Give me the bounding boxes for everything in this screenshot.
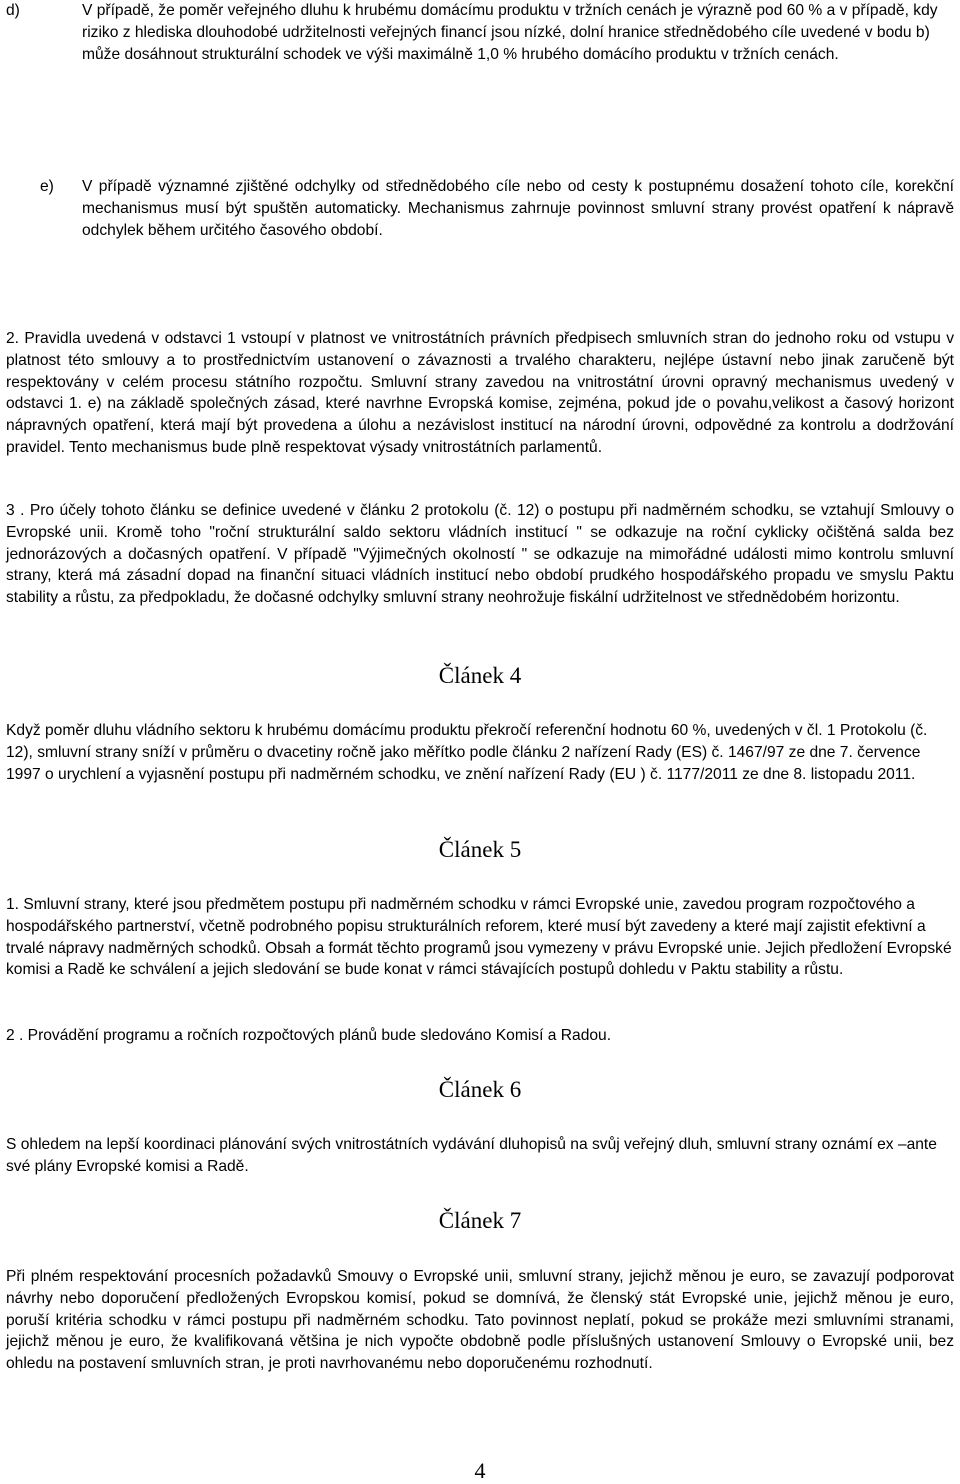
article-5-paragraph-2: 2 . Provádění programu a ročních rozpočtových plánů bude sledováno Komisí a Radou.: [6, 1027, 612, 1044]
article-5-heading: Článek 5: [438, 837, 522, 862]
article-5-paragraph-1: 1. Smluvní strany, které jsou předmětem postupu při nadměrném schodku v rámci Evropské unie, zavedou program rozpočtového a hospodářského partnerství, včetně podrobného popisu strukturálních reforem, které musí být zavedeny a které mají zajistit efektivní a trvalé nápravy nadměrných schodků. Obsah a formát těchto programů jsou vymezeny v právu Evropské unie. Jejich předložení Evropské komisi a Radě ke schválení a jejich sledování se bude konat v rámci stávajících postupů dohledu v Paktu stability a růstu.: [6, 896, 952, 979]
article-7-text: Při plném respektování procesních požadavků Smouvy o Evropské unii, smluvní strany, jejichž měnou je euro, se zavazují podporovat návrhy nebo doporučení předložených Evropskou komisí, pokud se domnívá, že členský stát Evropské unie, jejichž měnou je euro, poruší kritéria schodku v rámci postupu při nadměrném schodku. Tato povinnost neplatí, pokud se prokáže mezi smluvními stranami, jejichž měnou je euro, že kvalifikovaná většina je nich vypočte obdobně podle příslušných ustanovení Smlouvy o Evropské unii, bez ohledu na postavení smluvních stran, je proti navrhovanému nebo doporučenému rozhodnutí.: [6, 1268, 954, 1373]
list-marker-e: e): [40, 178, 54, 195]
paragraph-2: 2. Pravidla uvedená v odstavci 1 vstoupí v platnost ve vnitrostátních právních předpisech smluvních stran do jednoho roku od vstupu v platnost této smlouvy a to prostřednictvím ustanovení o závaznosti a trvalého charakteru, nejlépe ústavní nebo jinak zaručeně být respektovány v celém procesu státního rozpočtu. Smluvní strany zavedou na vnitrostátní úrovni opravný mechanismus uvedený v odstavci 1. e) na základě společných zásad, které navrhne Evropská komise, zejména, pokud jde o povahu,velikost a časový horizont nápravných opatření, která mají být provedena a úlohu a nezávislost institucí na národní úrovni, odpovědné za kontrolu a dodržování pravidel. Tento mechanismus bude plně respektovat výsady vnitrostátních parlamentů.: [6, 330, 954, 456]
paragraph-item-e: V případě významné zjištěné odchylky od střednědobého cíle nebo od cesty k postupnému dosažení tohoto cíle, korekční mechanismus musí být spuštěn automaticky. Mechanismus zahrnuje povinnost smluvní strany provést opatření k nápravě odchylek během určitého časového období.: [82, 178, 954, 239]
paragraph-item-d: V případě, že poměr veřejného dluhu k hrubému domácímu produktu v tržních cenách je výrazně pod 60 % a v případě, kdy riziko z hlediska dlouhodobé udržitelnosti veřejných financí jsou nízké, dolní hranice střednědobého cíle uvedené v bodu b) může dosáhnout strukturální schodek ve výši maximálně 1,0 % hrubého domácího produktu v tržních cenách.: [82, 2, 938, 63]
page-number: 4: [474, 1458, 486, 1483]
list-marker-d: d): [6, 2, 20, 19]
paragraph-3: 3 . Pro účely tohoto článku se definice uvedené v článku 2 protokolu (č. 12) o postupu při nadměrném schodku, se vztahují Smlouvy o Evropské unii. Kromě toho "roční strukturální saldo sektoru vládních institucí " se odkazuje na roční cyklicky očištěná salda bez jednorázových a dočasných opatření. V případě "Výjimečných okolností " se odkazuje na mimořádné události mimo kontrolu smluvní strany, která má zásadní dopad na finanční situaci vládních institucí nebo období prudkého hospodářského propadu ve smyslu Paktu stability a růstu, za předpokladu, že dočasné odchylky smluvní strany neohrožuje fiskální udržitelnost ve střednědobém horizontu.: [6, 502, 954, 607]
article-6-text: S ohledem na lepší koordinaci plánování svých vnitrostátních vydávání dluhopisů na svůj veřejný dluh, smluvní strany oznámí ex –ante své plány Evropské komisi a Radě.: [6, 1136, 937, 1175]
article-4-heading: Článek 4: [438, 663, 522, 688]
article-4-text: Když poměr dluhu vládního sektoru k hrubému domácímu produktu překročí referenční hodnotu 60 %, uvedených v čl. 1 Protokolu (č. 12), smluvní strany sníží v průměru o dvacetiny ročně jako měřítko podle článku 2 nařízení Rady (ES) č. 1467/97 ze dne 7. července 1997 o urychlení a vyjasnění postupu při nadměrném schodku, ve znění nařízení Rady (EU ) č. 1177/2011 ze dne 8. listopadu 2011.: [6, 722, 928, 783]
article-6-heading: Článek 6: [438, 1077, 522, 1102]
article-7-heading: Článek 7: [438, 1208, 522, 1233]
